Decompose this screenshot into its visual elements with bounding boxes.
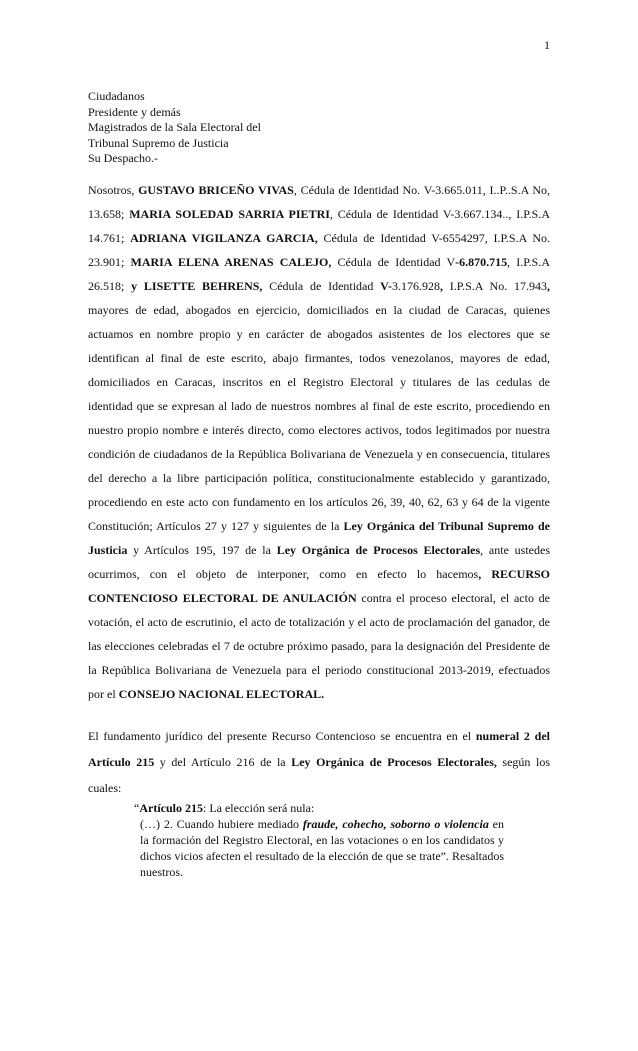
page-number: 1 [544, 38, 550, 52]
quote-mark: “ [134, 801, 140, 815]
text-run: según los cuales: [88, 755, 550, 795]
text-run: , Cédula de Identidad V-3.667.134.., I.P.S.A 14.761; [88, 207, 550, 245]
addressee-block [88, 89, 508, 167]
text-run: contra el proceso electoral, el acto de votación, el acto de escrutinio, el acto de totalización y el acto de proclamación del ganador, de las elecciones celebradas el 7 de octubre próximo pasado, para la designación del Presidente de la República Bolivariana de Venezuela para el periodo constitucional 2013-2019, efectuados por el [88, 591, 550, 701]
law-reference: Ley Orgánica de Procesos Electorales [276, 543, 481, 557]
law-reference: Ley Orgánica de Procesos Electorales, [291, 755, 497, 769]
id-number: -6.870.715 [455, 255, 508, 269]
institution-name: CONSEJO NACIONAL ELECTORAL. [118, 687, 325, 701]
addressee-line: Magistrados de la Sala Electoral del [88, 120, 261, 134]
text-run: Cédula de Identidad [262, 279, 381, 293]
addressee-line: Ciudadanos [88, 89, 145, 103]
quote-line-1 [134, 800, 504, 816]
quote-body [134, 816, 504, 880]
id-prefix: V- [380, 279, 392, 293]
text-run: Nosotros, [88, 183, 139, 197]
addressee-line: Su Despacho.- [88, 151, 158, 165]
name-maria-soledad: MARIA SOLEDAD SARRIA PIETRI [129, 207, 330, 221]
name-gustavo: GUSTAVO BRICEÑO VIVAS [138, 183, 294, 197]
article-reference: numeral 2 del Artículo 215 [88, 729, 550, 769]
text-run: 3.176.928 [391, 279, 440, 293]
text-run: mayores de edad, abogados en ejercicio, domiciliados en la ciudad de Caracas, quienes actuamos en nombre propio y en carácter de abogados asistentes de los electores que se identifican al final de este escrito, abajo firmantes, todos venezolanos, mayores de edad, domiciliados en Caracas, inscritos en el Registro Electoral y titulares de las cedulas de identidad que se expresan al lado de nuestros nombres al final de este escrito, procediendo en nuestro propio nombre e interés directo, como electores activos, todos legitimados por nuestra condición de ciudadanos de la República Bolivariana de Venezuela y en consecuencia, titulares del derecho a la libre participación política, constitucionalmente establecido y garantizado, procediendo en este acto con fundamento en los artículos 26, 39, 40, 62, 63 y 64 de la vigente Constitución; Artículos 27 y 127 y siguientes de la [88, 303, 550, 533]
legal-basis-paragraph [88, 723, 550, 801]
recurso-title: , RECURSO CONTENCIOSO ELECTORAL DE ANULACIÓN [88, 567, 550, 605]
text-run: , Cédula de Identidad No. V-3.665.011, I..P..S.A No, 13.658; [88, 183, 550, 221]
addressee-line: Tribunal Supremo de Justicia [88, 135, 229, 150]
text-run: : La elección será nula: [202, 801, 315, 815]
text-run: El fundamento jurídico del presente Recurso Contencioso se encuentra en el [88, 729, 476, 743]
punctuation: , [439, 279, 443, 293]
punctuation: , [547, 279, 550, 293]
law-reference: Ley Orgánica del Tribunal Supremo de Justicia [88, 519, 550, 557]
text-run: en la formación del Registro Electoral, en las votaciones o en los candidatos y dichos vicios afecten el resultado de la elección de que se trate”. Resaltados nuestros. [140, 817, 504, 879]
article-label: Artículo 215 [139, 801, 203, 815]
name-maria-elena: MARIA ELENA ARENAS CALEJO, [130, 255, 332, 269]
text-run: I.P.S.A No. 17.943 [442, 279, 547, 293]
name-adriana: ADRIANA VIGILANZA GARCIA, [130, 231, 318, 245]
text-run: , ante ustedes ocurrimos, con el objeto de interponer, como en efecto lo hacemos [88, 543, 550, 581]
text-run: (…) 2. Cuando hubiere mediado [140, 817, 303, 831]
emphasized-terms: fraude, cohecho, soborno o violencia [302, 817, 489, 831]
text-run: y del Artículo 216 de la [154, 755, 292, 769]
petition-paragraph [88, 178, 550, 706]
text-run: Cédula de Identidad V-6554297, I.P.S.A No. 23.901; [88, 231, 551, 269]
article-quote [134, 800, 504, 880]
text-run: y Artículos 195, 197 de la [127, 543, 277, 557]
name-lisette: y LISETTE BEHRENS, [131, 279, 263, 293]
text-run: Cédula de Identidad V [331, 255, 456, 269]
text-run: , I.P.S.A 26.518; [88, 255, 550, 293]
addressee-line: Presidente y demás [88, 104, 181, 119]
